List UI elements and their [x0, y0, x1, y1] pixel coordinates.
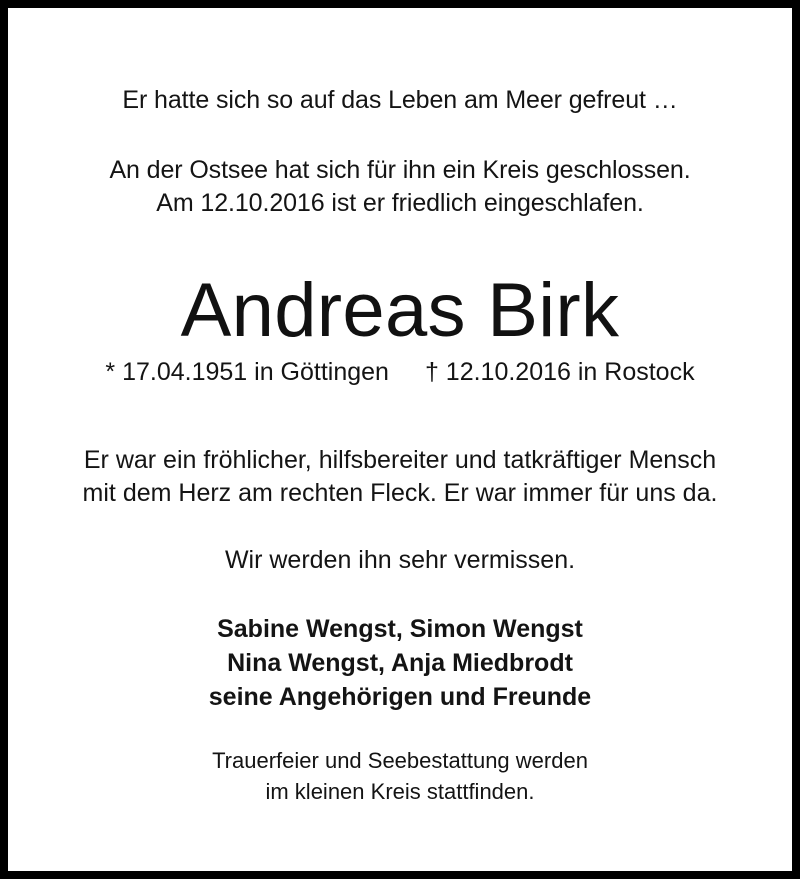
tribute-line-2: mit dem Herz am rechten Fleck. Er war immer für uns da.: [82, 479, 718, 507]
intro-line-2: An der Ostsee hat sich für ihn ein Kreis geschlossen.: [109, 156, 691, 184]
mourner-line: seine Angehörigen und Freunde: [208, 683, 592, 711]
tribute-line-1: Er war ein fröhlicher, hilfsbereiter und tatkräftiger Mensch: [83, 446, 717, 474]
ceremony-notice-line-2: im kleinen Kreis stattfinden.: [265, 779, 535, 804]
intro-line-1: Er hatte sich so auf das Leben am Meer gefreut …: [122, 86, 678, 114]
deceased-name: Andreas Birk: [180, 268, 620, 353]
birth-date: * 17.04.1951 in Göttingen: [105, 358, 389, 386]
tribute-line-3: Wir werden ihn sehr vermissen.: [224, 546, 576, 574]
death-date: † 12.10.2016 in Rostock: [424, 358, 695, 386]
ceremony-notice-line-1: Trauerfeier und Seebestattung werden: [212, 748, 588, 773]
mourner-line: Nina Wengst, Anja Miedbrodt: [227, 649, 573, 677]
life-dates: [8, 360, 792, 385]
intro-line-3: Am 12.10.2016 ist er friedlich eingeschlafen.: [156, 189, 644, 217]
mourner-line: Sabine Wengst, Simon Wengst: [217, 615, 583, 643]
